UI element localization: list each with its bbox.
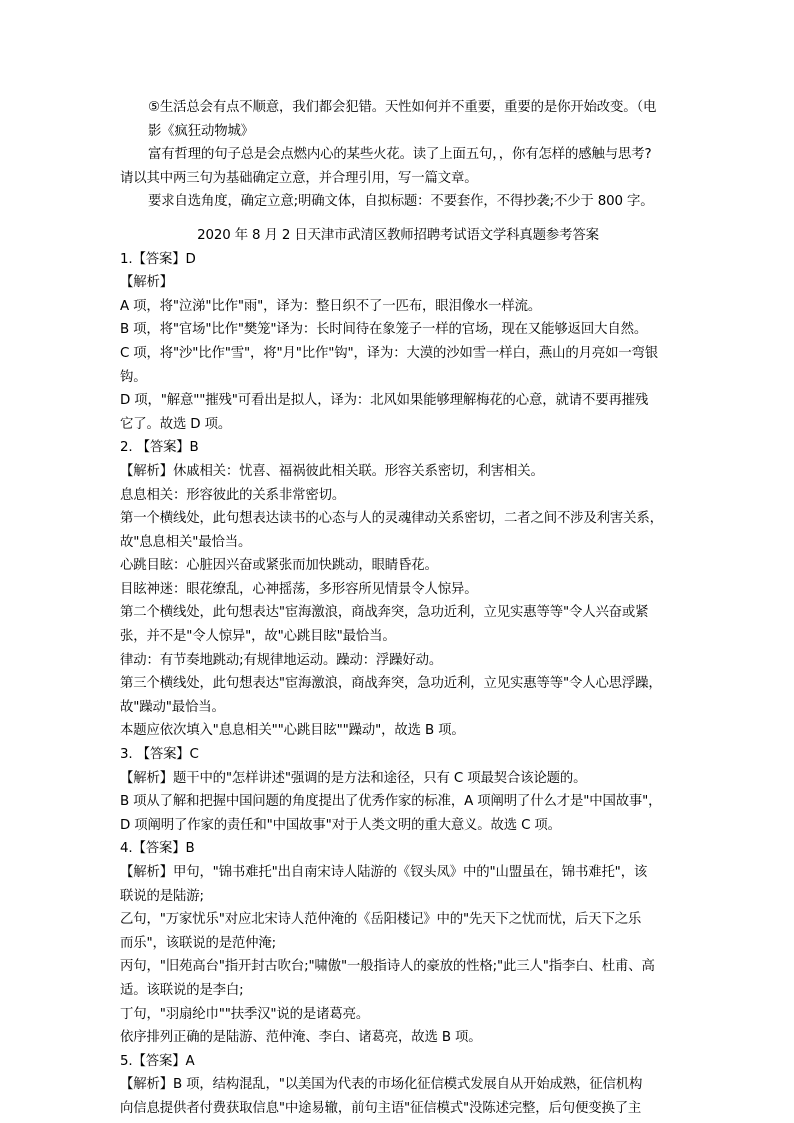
prompt-line: ⑤生活总会有点不顺意，我们都会犯错。天性如何并不重要，重要的是你开始改变。（电 bbox=[148, 100, 657, 115]
answer-line: B 项，将"官场"比作"樊笼"译为：长时间待在象笼子一样的官场，现在又能够返回大自然。 bbox=[120, 322, 648, 338]
answer-line: D 项阐明了作家的责任和"中国故事"对于人类文明的重大意义。故选 C 项。 bbox=[120, 817, 561, 833]
answer-line: 【解析】 bbox=[120, 275, 173, 291]
answer-line: 第一个横线处，此句想表达读书的心态与人的灵魂律动关系密切，二者之间不涉及利害关系， bbox=[120, 511, 663, 527]
answer-line: 联说的是陆游; bbox=[120, 888, 204, 904]
answer-line: 3. 【答案】C bbox=[120, 747, 199, 763]
answer-line: D 项，"解意""摧残"可看出是拟人，译为：北风如果能够理解梅花的心意，就请不要再摧残 bbox=[120, 393, 649, 409]
answer-section bbox=[120, 248, 676, 1121]
answer-line: 【解析】题干中的"怎样讲述"强调的是方法和途径，只有 C 项最契合该论题的。 bbox=[120, 770, 587, 786]
answer-line: 而乐"，该联说的是范仲淹; bbox=[120, 935, 277, 951]
answer-title: 2020 年 8 月 2 日天津市武清区教师招聘考试语文学科真题参考答案 bbox=[197, 227, 599, 243]
answer-line: 第二个横线处，此句想表达"宦海激浪，商战奔突，急功近利，立见实惠等等"令人兴奋或紧 bbox=[120, 605, 649, 621]
answer-line: 适。该联说的是李白; bbox=[120, 982, 244, 998]
answer-line: 故"躁动"最恰当。 bbox=[120, 699, 225, 715]
answer-line: 它了。故选 D 项。 bbox=[120, 416, 232, 432]
answer-line: A 项，将"泣涕"比作"雨"，译为：整日织不了一匹布，眼泪像水一样流。 bbox=[120, 298, 542, 314]
answer-line: 丁句，"羽扇纶巾""扶季汉"说的是诸葛亮。 bbox=[120, 1006, 370, 1022]
answer-line: 丙句，"旧苑高台"指开封古吹台;"啸傲"一般指诗人的豪放的性格;"此三人"指李白、杜甫、高 bbox=[120, 959, 655, 975]
answer-line: 1.【答案】D bbox=[120, 251, 196, 267]
answer-line: 【解析】B 项，结构混乱，"以美国为代表的市场化征信模式发展自从开始成熟，征信机构 bbox=[120, 1077, 643, 1093]
answer-line: 【解析】休戚相关：忧喜、福祸彼此相关联。形容关系密切，利害相关。 bbox=[120, 463, 544, 479]
answer-line: 本题应依次填入"息息相关""心跳目眩""躁动"，故选 B 项。 bbox=[120, 723, 465, 739]
answer-line: 4.【答案】B bbox=[120, 841, 195, 857]
answer-line: 心跳目眩：心脏因兴奋或紧张而加快跳动，眼睛昏花。 bbox=[120, 558, 438, 574]
answer-line: 5.【答案】A bbox=[120, 1053, 195, 1069]
answer-line: 故"息息相关"最恰当。 bbox=[120, 534, 252, 550]
answer-line: 目眩神迷：眼花缭乱，心神摇荡，多形容所见情景令人惊异。 bbox=[120, 581, 478, 597]
answer-line: 息息相关：形容彼此的关系非常密切。 bbox=[120, 487, 346, 503]
answer-line: C 项，将"沙"比作"雪"，将"月"比作"钩"，译为：大漠的沙如雪一样白，燕山的月亮如一弯银 bbox=[120, 345, 659, 361]
essay-prompt bbox=[120, 96, 676, 214]
answer-line: 钩。 bbox=[120, 369, 147, 385]
answer-line: 第三个横线处，此句想表达"宦海激浪，商战奔突，急功近利，立见实惠等等"令人心思浮躁， bbox=[120, 676, 662, 692]
answer-line: 张，并不是"令人惊异"，故"心跳目眩"最恰当。 bbox=[120, 629, 396, 645]
prompt-line: 富有哲理的句子总是会点燃内心的某些火花。读了上面五句，，你有怎样的感触与思考? bbox=[148, 147, 652, 163]
prompt-line: 影《疯狂动物城》 bbox=[148, 123, 254, 139]
answer-line: 律动：有节奏地跳动;有规律地运动。躁动：浮躁好动。 bbox=[120, 652, 443, 668]
prompt-line: 要求自选角度，确定立意;明确文体，自拟标题：不要套作，不得抄袭;不少于 800 字。 bbox=[148, 194, 654, 210]
prompt-line: 请以其中两三句为基础确定立意，并合理引用，写一篇文章。 bbox=[120, 170, 478, 186]
answer-line: B 项从了解和把握中国问题的角度提出了优秀作家的标准，A 项阐明了什么才是"中国故事"， bbox=[120, 794, 662, 810]
document-page bbox=[120, 96, 676, 1121]
answer-line: 2. 【答案】B bbox=[120, 440, 199, 456]
answer-line: 向信息提供者付费获取信息"中途易辙，前句主语"征信模式"没陈述完整，后句便变换了主 bbox=[120, 1100, 642, 1116]
answer-line: 乙句，"万家忧乐"对应北宋诗人范仲淹的《岳阳楼记》中的"先天下之忧而忧，后天下之乐 bbox=[120, 912, 642, 928]
answer-line: 【解析】甲句，"锦书难托"出自南宋诗人陆游的《钗头凤》中的"山盟虽在，锦书难托"，该 bbox=[120, 865, 648, 880]
answer-line: 依序排列正确的是陆游、范仲淹、李白、诸葛亮，故选 B 项。 bbox=[120, 1030, 482, 1046]
